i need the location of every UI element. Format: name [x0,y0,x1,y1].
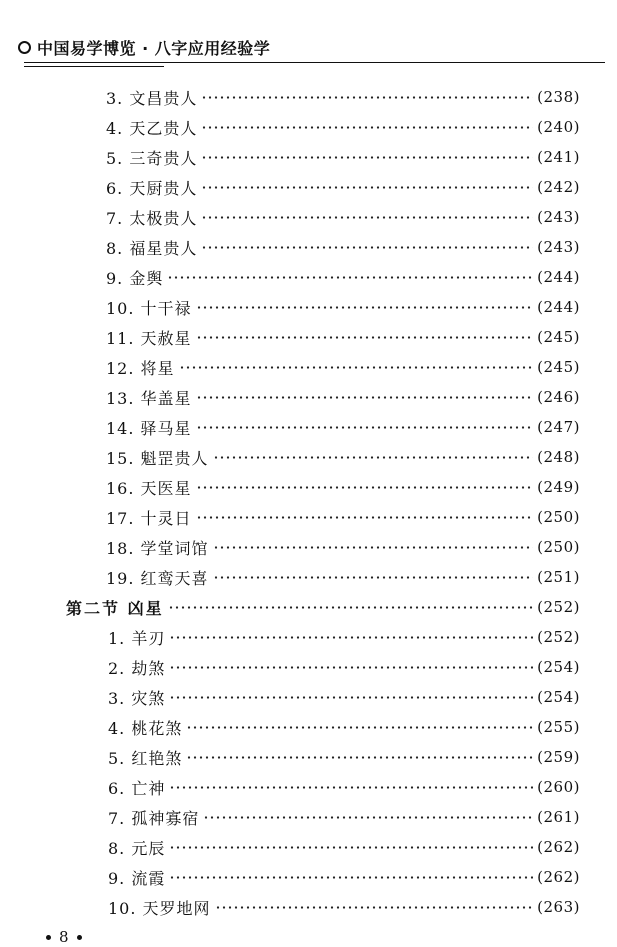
toc-entry-page: (252) [537,628,580,646]
toc-entry-page: (250) [537,538,580,556]
toc-entry-title: 13. 华盖星 [106,388,192,408]
toc-entry [106,384,580,410]
leader-dots [196,516,534,519]
toc-entry [106,174,580,200]
toc-entry [106,444,580,470]
toc-entry [108,864,580,890]
toc-entry [106,264,580,290]
leader-dots [169,696,533,699]
toc-entry-page: (240) [537,118,580,136]
toc-entry-title: 3. 灾煞 [108,688,166,708]
toc-entry-page: (251) [537,568,580,586]
toc-entry-page: (255) [537,718,580,736]
toc-entry [108,744,580,770]
toc-entry-page: (254) [537,658,580,676]
leader-dots [213,456,534,459]
toc-entry [108,774,580,800]
toc-entry-page: (259) [537,748,580,766]
toc-entry-page: (250) [537,508,580,526]
toc-entry-page: (247) [537,418,580,436]
toc-entry [106,474,580,500]
toc-entry-page: (246) [537,388,580,406]
leader-dots [196,306,534,309]
toc-entry-page: (261) [537,808,580,826]
page-footer [38,928,90,946]
toc-entry-page: (238) [537,88,580,106]
toc-entry-title: 17. 十灵日 [106,508,192,528]
toc-entry-title: 19. 红鸾天喜 [106,568,209,588]
toc-entry-title: 6. 天厨贵人 [106,178,198,198]
toc-entry [106,414,580,440]
toc-entry-title: 6. 亡神 [108,778,166,798]
toc-entry [108,714,580,740]
leader-dots [169,666,533,669]
toc-entry [106,294,580,320]
toc-entry [106,324,580,350]
toc-entry [106,534,580,560]
bullet-icon [18,41,31,54]
leader-dots [196,426,534,429]
header-rule [24,62,605,63]
leader-dots [169,786,533,789]
toc-entry-page: (262) [537,838,580,856]
toc-entry-page: (263) [537,898,580,916]
toc-entry-title: 8. 元辰 [108,838,166,858]
leader-dots [201,246,533,249]
running-header [18,36,270,58]
toc-entry-title: 9. 金舆 [106,268,164,288]
leader-dots [179,366,534,369]
toc-entry-title: 8. 福星贵人 [106,238,198,258]
toc-entry [108,834,580,860]
leader-dots [201,96,533,99]
toc-entry [106,144,580,170]
toc-entry-title: 18. 学堂词馆 [106,538,209,558]
leader-dots [201,216,533,219]
toc-entry-page: (243) [537,208,580,226]
toc-entry-page: (242) [537,178,580,196]
toc-entry-page: (254) [537,688,580,706]
toc-entry [106,564,580,590]
leader-dots [169,636,533,639]
leader-dots [169,846,533,849]
toc-entry-page: (262) [537,868,580,886]
toc-entry-title: 1. 羊刃 [108,628,166,648]
toc-entry-page: (244) [537,298,580,316]
leader-dots [213,546,534,549]
leader-dots [186,756,533,759]
toc-entry-title: 14. 驿马星 [106,418,192,438]
leader-dots [196,486,534,489]
toc-entry [108,684,580,710]
leader-dots [169,876,533,879]
toc-entry [108,654,580,680]
toc-entry-title: 15. 魁罡贵人 [106,448,209,468]
toc-entry [106,114,580,140]
toc-entry-title: 2. 劫煞 [108,658,166,678]
toc-entry-page: (249) [537,478,580,496]
book-title: 中国易学博览 · 八字应用经验学 [37,38,271,58]
leader-dots [201,156,533,159]
toc-entry-page: (243) [537,238,580,256]
toc-entry [106,84,580,110]
page-number: 8 [59,928,69,946]
leader-dots [196,396,534,399]
leader-dots [186,726,533,729]
toc-entry-title: 7. 孤神寡宿 [108,808,200,828]
toc-entry-title: 10. 十干禄 [106,298,192,318]
toc-section-heading [66,594,580,620]
toc-entry [106,354,580,380]
toc-entry [106,204,580,230]
toc-entry-page: (248) [537,448,580,466]
toc-entry-title: 11. 天赦星 [106,328,192,348]
toc-entry-title: 12. 将星 [106,358,175,378]
toc-entry [108,894,580,920]
toc-entry [108,804,580,830]
leader-dots [196,336,534,339]
toc-entry-page: (260) [537,778,580,796]
leader-dots [168,606,534,609]
toc-entry-page: (244) [537,268,580,286]
toc-entry-title: 4. 天乙贵人 [106,118,198,138]
header-subrule [24,66,164,67]
leader-dots [215,906,534,909]
toc-entry [106,234,580,260]
leader-dots [201,186,533,189]
leader-dots [203,816,533,819]
leader-dots [201,126,533,129]
toc-section-title: 第二节 凶星 [66,598,164,618]
toc-entry-title: 7. 太极贵人 [106,208,198,228]
toc-entry [106,504,580,530]
toc-entry-title: 3. 文昌贵人 [106,88,198,108]
toc-entry-page: (252) [537,598,580,616]
toc-entry-title: 16. 天医星 [106,478,192,498]
leader-dots [167,276,533,279]
leader-dots [213,576,534,579]
toc-entry-page: (241) [537,148,580,166]
toc-entry-page: (245) [537,328,580,346]
toc-entry-title: 10. 天罗地网 [108,898,211,918]
toc-entry-page: (245) [537,358,580,376]
toc-entry-title: 4. 桃花煞 [108,718,183,738]
toc-entry [108,624,580,650]
footer-dot-left-icon [46,935,51,940]
toc-entry-title: 5. 红艳煞 [108,748,183,768]
footer-dot-right-icon [77,935,82,940]
toc-entry-title: 9. 流霞 [108,868,166,888]
toc-entry-title: 5. 三奇贵人 [106,148,198,168]
